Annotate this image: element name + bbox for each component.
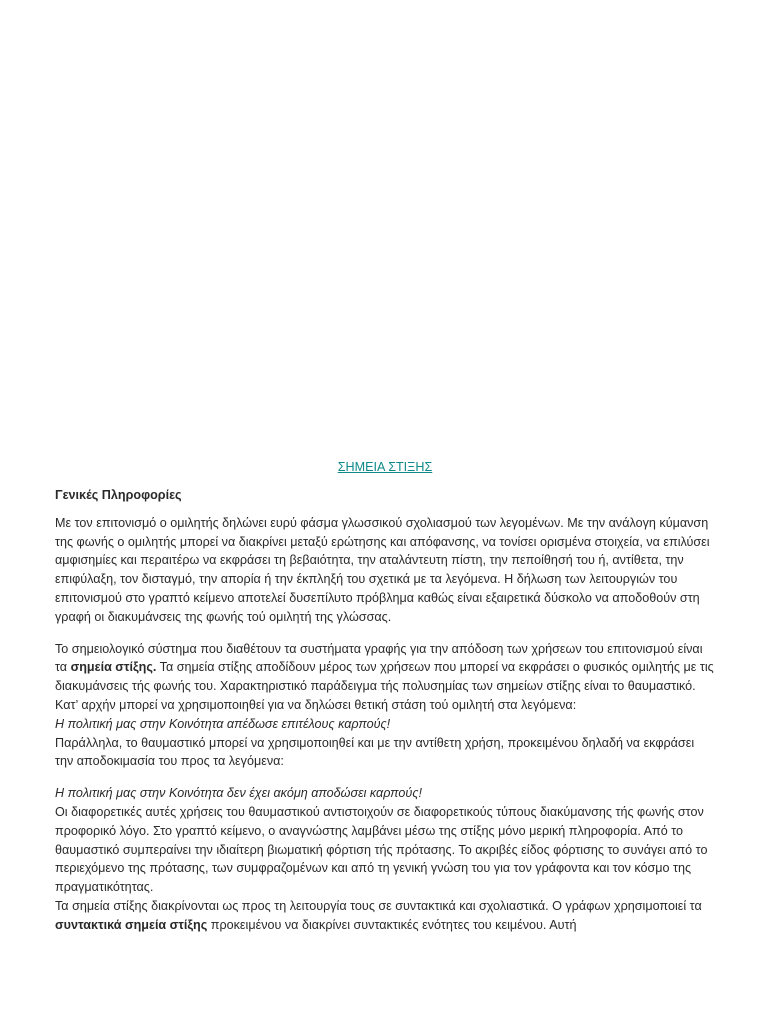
paragraph-opposite-use: Παράλληλα, το θαυμαστικό μπορεί να χρησιμοποιηθεί και με την αντίθετη χρήση, προκειμένου δηλαδή να εκφράσει την αποδοκιμασία του προς τα λεγόμενα: bbox=[55, 735, 695, 769]
paragraph-text: προκειμένου να διακρίνει συντακτικές ενότητες του κειμένου. Αυτή bbox=[207, 917, 577, 932]
document-title bbox=[55, 458, 715, 476]
bold-term: συντακτικά σημεία στίξης bbox=[55, 917, 208, 932]
paragraph-text: Το σημειολογικό σύστημα που διαθέτουν τα συστήματα γραφής για την απόδοση των χρήσεων του επιτονισμού είναι τα bbox=[55, 641, 703, 675]
paragraph-punctuation-system bbox=[55, 640, 715, 715]
title-link[interactable]: ΣΗΜΕΙΑ ΣΤΙΞΗΣ bbox=[337, 460, 433, 474]
document-body bbox=[55, 458, 715, 935]
paragraph-intonation: Με τον επιτονισμό ο ομιλητής δηλώνει ευρύ φάσμα γλωσσικού σχολιασμού των λεγομένων. Με την ανάλογη κύμανση της φωνής ο ομιλητής μπορεί να διακρίνει μεταξύ ερώτησης και απόφανσης, να τονίσει ορισμένα στοιχεία, να επιλύσει αμφισημίες και περαιτέρω να εκφράσει τη βεβαιότητα, την αταλάντευτη πίστη, την πεποίθησή του ή, αντίθετα, την επιφύλαξη, τον δισταγμό, την απορία ή την έκπληξή του σχετικά με τα λεγόμενα. Η δήλωση των λειτουργιών του επιτονισμού στο γραπτό κείμενο αποτελεί δυσεπίλυτο πρόβλημα καθώς είναι εξαιρετικά δύσκολο να αποδοθούν στη γραφή οι διακυμάνσεις της φωνής τού ομιλητή της γλώσσας. bbox=[55, 515, 710, 624]
paragraph-text: Τα σημεία στίξης αποδίδουν μέρος των χρήσεων που μπορεί να εκφράσει ο φυσικός ομιλητής με τις διακυμάνσεις τής φωνής του. Χαρακτηριστικό παράδειγμα τής πολυσημίας των σημείων στίξης είναι το θαυμαστικό. Κατ’ αρχήν μπορεί να χρησιμοποιηθεί για να δηλώσει θετική στάση τού ομιλητή στα λεγόμενα: bbox=[55, 660, 714, 712]
spacer bbox=[55, 771, 715, 784]
paragraph-classification bbox=[55, 897, 715, 935]
example-negative: Η πολιτική μας στην Κοινότητα δεν έχει ακόμη αποδώσει καρπούς! bbox=[55, 786, 422, 801]
paragraph-different-uses: Οι διαφορετικές αυτές χρήσεις του θαυμαστικού αντιστοιχούν σε διαφορετικούς τύπους διακύμανσης τής φωνής στον προφορικό λόγο. Στο γραπτό κείμενο, ο αναγνώστης λαμβάνει μέσω της στίξης μόνο μερική πληροφορία. Από το θαυμαστικό συμπεραίνει την ιδιαίτερη βιωματική φόρτιση τής πρότασης. Το ακριβές είδος φόρτισης το συνάγει από το περιεχόμενο της πρότασης, των συμφραζομένων και από τη γενική γνώση του για τον γράφοντα και τον κόσμο της πραγματικότητας. bbox=[55, 804, 708, 895]
bold-term: σημεία στίξης. bbox=[70, 660, 157, 675]
example-positive: Η πολιτική μας στην Κοινότητα απέδωσε επιτέλους καρπούς! bbox=[55, 716, 391, 731]
paragraph-text: Τα σημεία στίξης διακρίνονται ως προς τη λειτουργία τους σε συντακτικά και σχολιαστικά. Ο γράφων χρησιμοποιεί τα bbox=[55, 898, 702, 913]
section-heading: Γενικές Πληροφορίες bbox=[55, 488, 182, 502]
